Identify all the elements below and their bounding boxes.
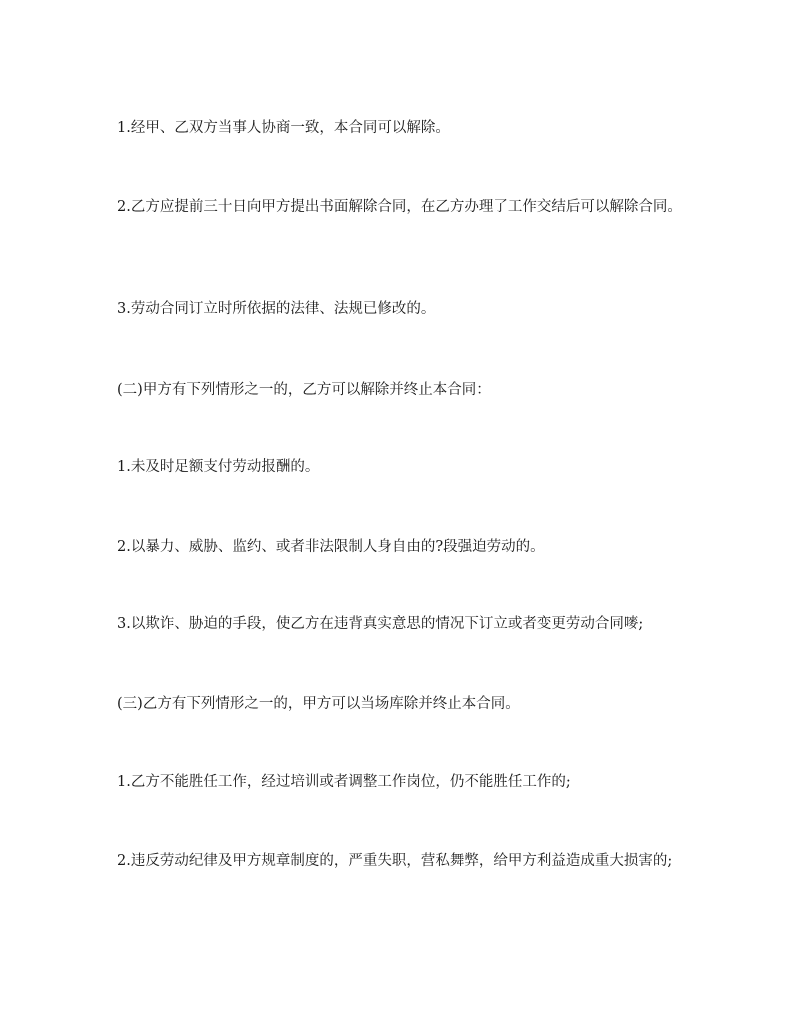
paragraph-10: 2.违反劳动纪律及甲方规章制度的，严重失职，营私舞弊，给甲方利益造成重大损害的; xyxy=(117,853,673,869)
paragraph-1: 1.经甲、乙双方当事人协商一致，本合同可以解除。 xyxy=(117,120,450,136)
paragraph-2: 2.乙方应提前三十日向甲方提出书面解除合同，在乙方办理了工作交结后可以解除合同。 xyxy=(117,199,682,215)
paragraph-7: 3.以欺诈、胁迫的手段，使乙方在违背真实意思的情况下订立或者变更劳动合同嘜; xyxy=(117,616,644,632)
paragraph-4: (二)甲方有下列情形之一的，乙方可以解除并终止本合同： xyxy=(117,382,491,398)
paragraph-6: 2.以暴力、威胁、监约、或者非法限制人身自由的?段强迫劳动的。 xyxy=(117,539,545,555)
paragraph-5: 1.未及时足额支付劳动报酬的。 xyxy=(117,459,320,475)
paragraph-3: 3.劳动合同订立时所依据的法律、法规已修改的。 xyxy=(117,301,436,317)
paragraph-8: (三)乙方有下列情形之一的，甲方可以当场库除并终止本合同。 xyxy=(117,696,520,712)
paragraph-9: 1.乙方不能胜任工作，经过培训或者调整工作岗位，仍不能胜任工作的; xyxy=(117,774,571,790)
